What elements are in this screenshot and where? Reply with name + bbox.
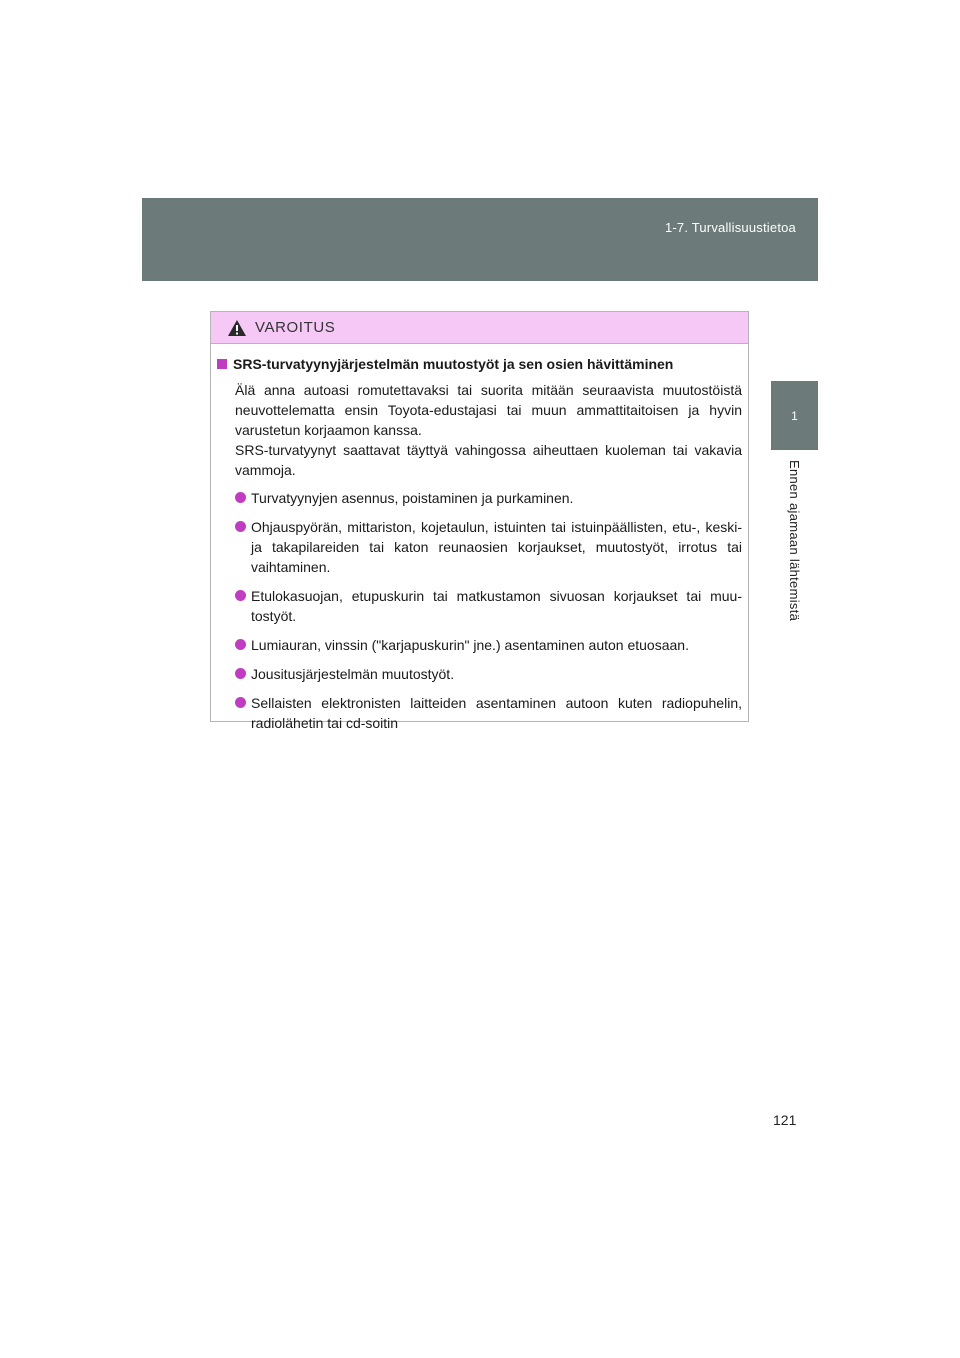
- list-item-text: Sellaisten elektronisten laitteiden asentaminen autoon kuten radiopuhelin, radiolähetin tai cd-soitin: [251, 695, 742, 731]
- paragraph-line: SRS-turvatyynyt saattavat täyttyä vahingossa aiheuttaen kuoleman tai vakavia vammoja.: [235, 442, 742, 478]
- list-item: [217, 635, 742, 655]
- paragraph-line: Älä anna autoasi romutettavaksi tai suorita mitään seuraavista muutostöistä neuvottelematta ensin Toyota-edustajasi tai muun ammattitaitoisen ja hyvin varustetun korjaamon kanssa.: [235, 382, 742, 438]
- list-item-text: Turvatyynyjen asennus, poistaminen ja purkaminen.: [251, 490, 574, 506]
- list-item-text: Etulokasuojan, etupuskurin tai matkustamon sivuosan korjaukset tai muu-tostyöt.: [251, 588, 742, 624]
- list-item: [217, 517, 742, 577]
- list-item-text: Ohjauspyörän, mittariston, kojetaulun, istuinten tai istuinpäällisten, etu-, keski- ja takapilareiden tai katon reunaosien korjaukset, muutostyöt, irrotus tai vaihtaminen.: [251, 519, 742, 575]
- bullet-dot-icon: [235, 668, 246, 679]
- chapter-label: Ennen ajamaan lähtemistä: [787, 460, 802, 622]
- bullet-dot-icon: [235, 697, 246, 708]
- list-item: [217, 586, 742, 626]
- warning-header: [211, 312, 748, 344]
- chapter-number: 1: [791, 408, 798, 423]
- warning-bullet-list: [217, 488, 742, 733]
- warning-body: [211, 344, 748, 733]
- warning-heading-text: SRS-turvatyynyjärjestelmän muutostyöt ja sen osien hävittäminen: [233, 356, 674, 372]
- bullet-dot-icon: [235, 590, 246, 601]
- section-title: 1-7. Turvallisuustietoa: [664, 220, 796, 235]
- warning-subheading: [217, 354, 742, 374]
- section-header-band: [142, 198, 818, 281]
- bullet-dot-icon: [235, 492, 246, 503]
- warning-paragraph: [235, 380, 742, 480]
- bullet-dot-icon: [235, 639, 246, 650]
- warning-triangle-icon: [227, 319, 247, 337]
- bullet-dot-icon: [235, 521, 246, 532]
- square-bullet-icon: [217, 359, 227, 369]
- warning-title: VAROITUS: [255, 319, 336, 336]
- list-item-text: Jousitusjärjestelmän muutostyöt.: [251, 666, 455, 682]
- page-number: 121: [773, 1112, 797, 1128]
- chapter-tab: [771, 381, 818, 450]
- list-item: [217, 664, 742, 684]
- list-item: [217, 693, 742, 733]
- list-item: [217, 488, 742, 508]
- warning-box: [210, 311, 749, 731]
- list-item-text: Lumiauran, vinssin ("karjapuskurin" jne.) asentaminen auton etuosaan.: [251, 637, 689, 653]
